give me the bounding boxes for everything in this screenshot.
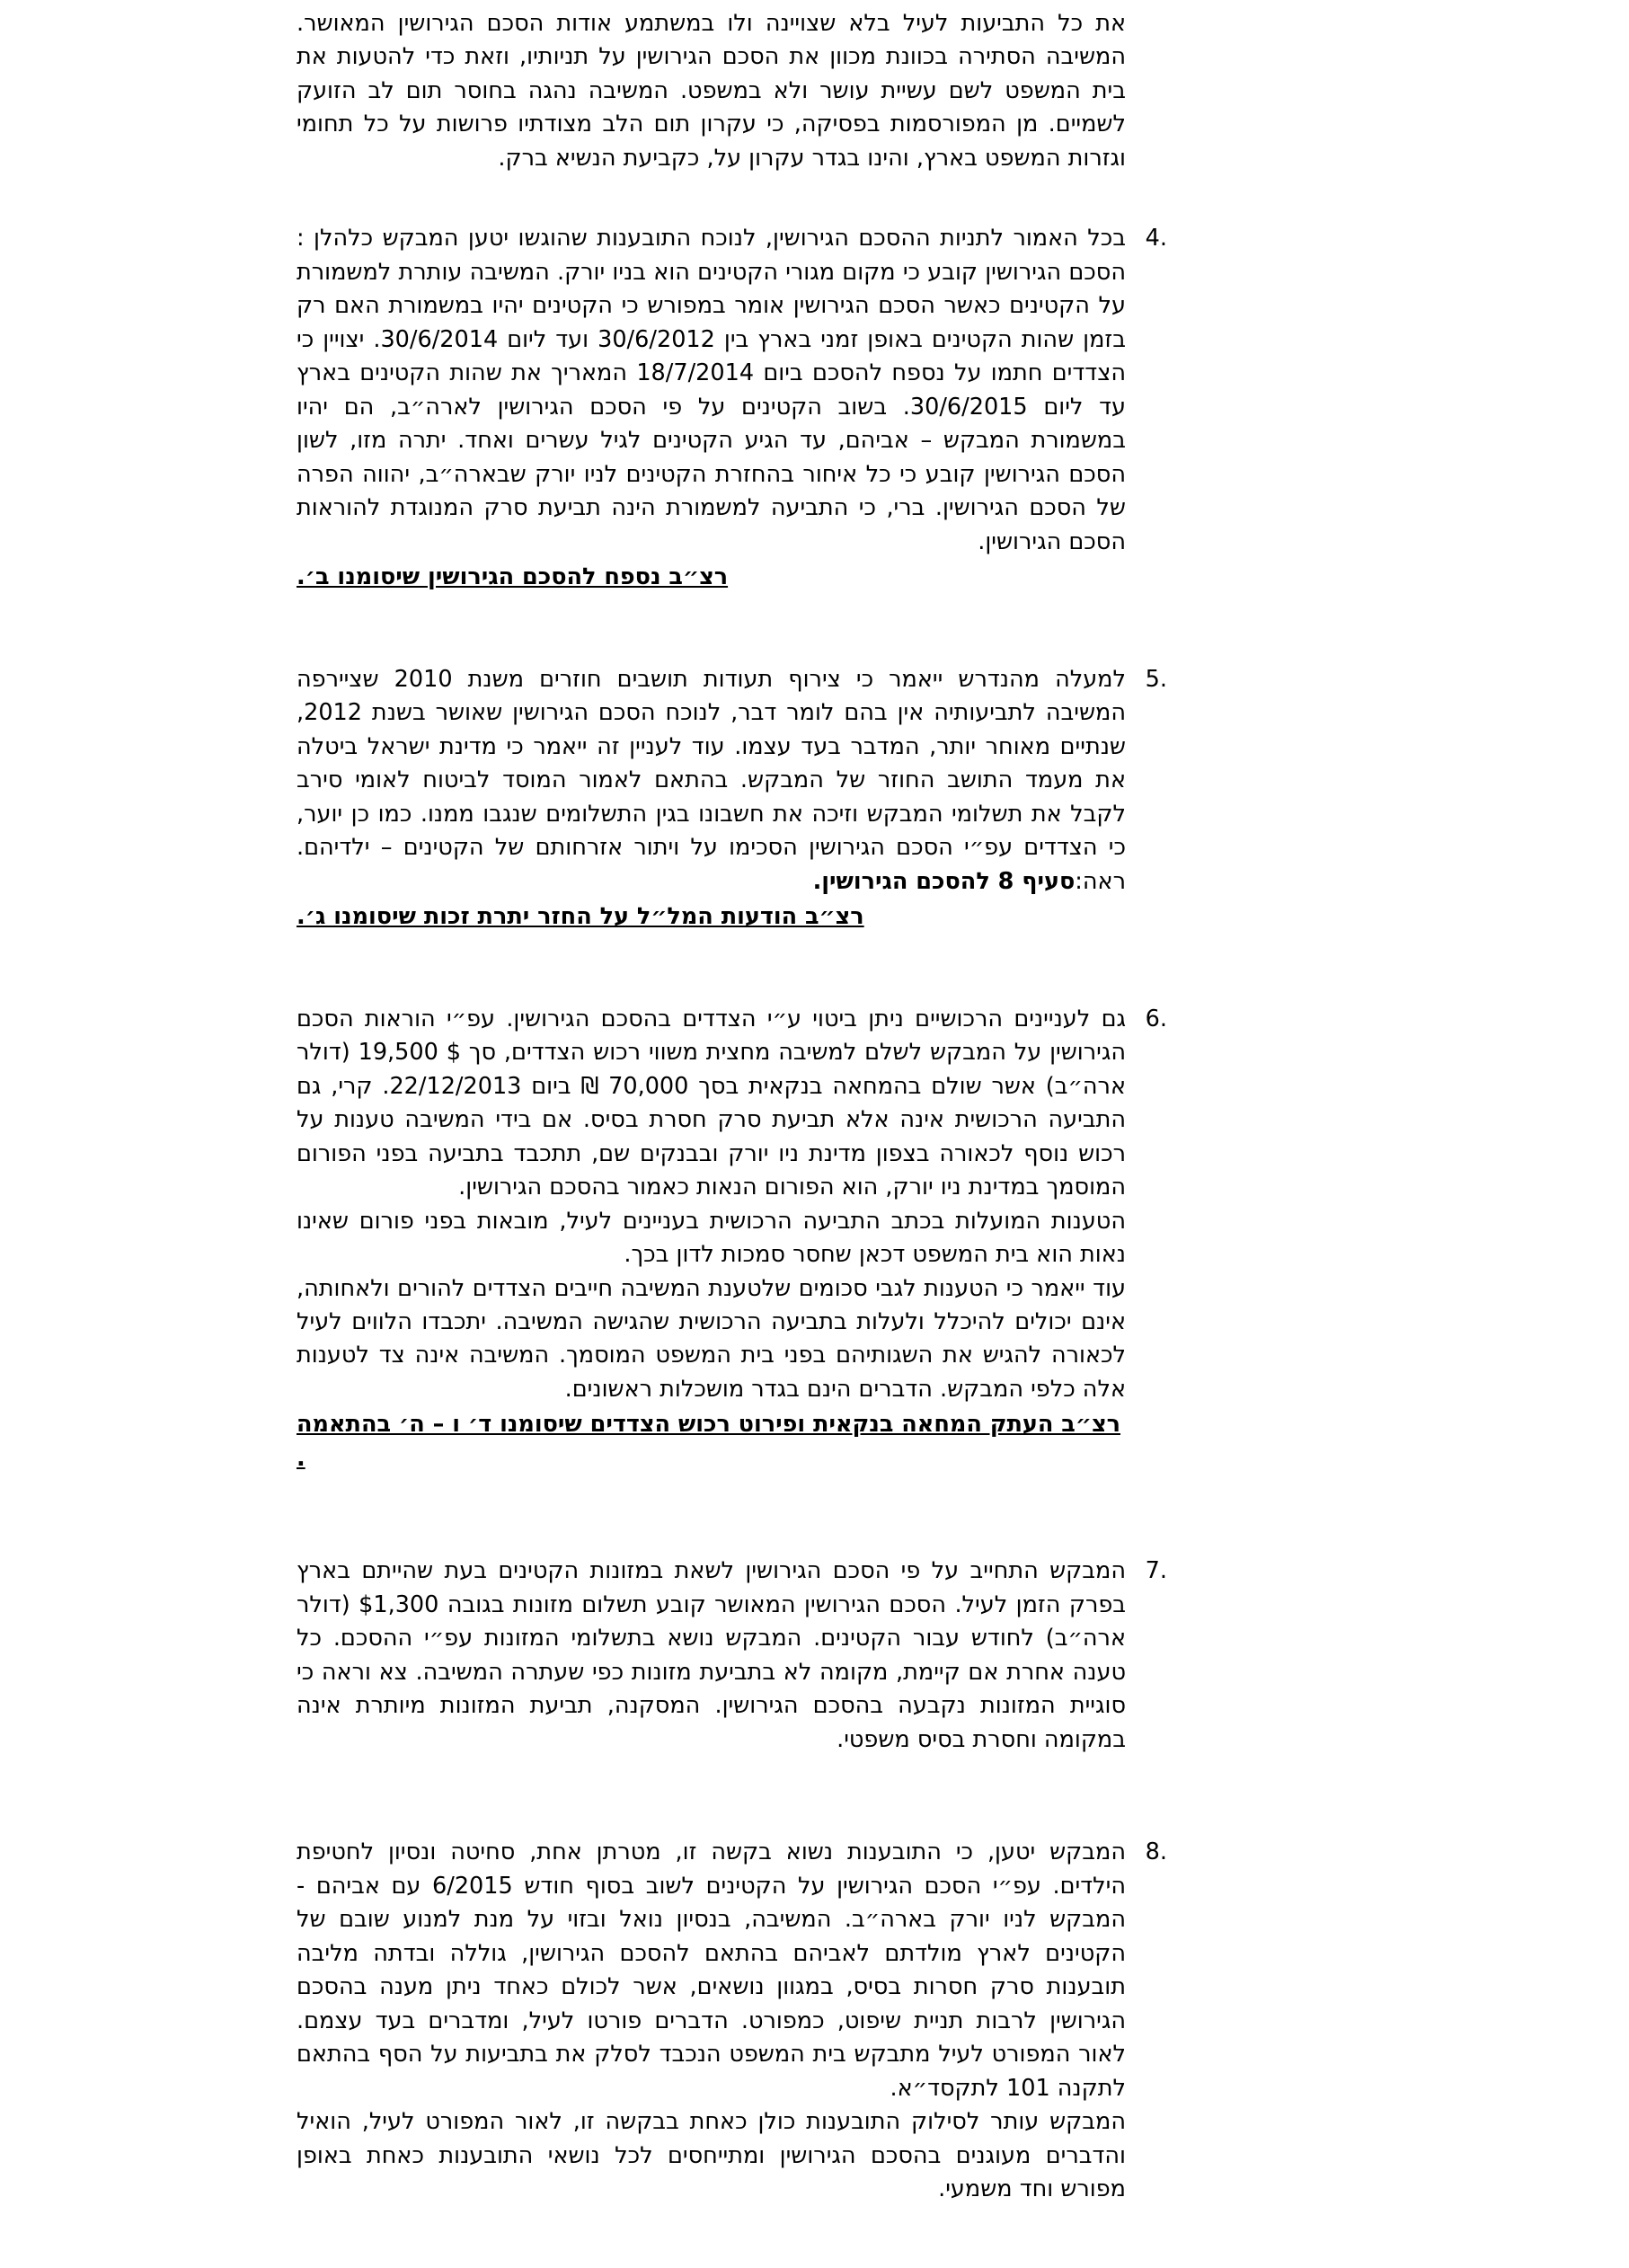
exhibit-note-text: רצ״ב העתק המחאה בנקאית ופירוט רכוש הצדדים שיסומנו ד׳ ו – ה׳ בהתאמה . xyxy=(297,1411,1120,1472)
exhibit-note xyxy=(297,561,1126,594)
paragraph-text xyxy=(297,663,1126,899)
paragraph-intro xyxy=(297,7,1126,175)
paragraph-text: הטענות המועלות בכתב התביעה הרכושית בעניינים לעיל, מובאות בפני פורום שאינו נאות הוא בית המשפט דכאן שחסר סמכות לדון בכך. xyxy=(297,1207,1126,1269)
paragraph-text: המבקש התחייב על פי הסכם הגירושין לשאת במזונות הקטינים בעת שהייתם בארץ בפרק הזמן לעיל. הסכם הגירושין המאושר קובע תשלום מזונות בגובה $1,300 (דולר ארה״ב) לחודש עבור הקטינים. המבקש נושא בתשלומי המזונות עפ״י ההסכם. כל טענה אחרת אם קיימת, מקומה לא בתביעת מזונות כפי שעתרה המשיבה. צא וראה כי סוגיית המזונות נקבעה בהסכם הגירושין. המסקנה, תביעת המזונות מיותרת אינה במקומה וחסרת בסיס משפטי. xyxy=(297,1557,1126,1753)
list-item-number: 8. xyxy=(1145,1838,1167,1866)
list-item-5 xyxy=(297,663,1167,935)
list-item-8 xyxy=(297,1836,1167,2206)
list-item-number: 7. xyxy=(1145,1557,1167,1585)
paragraph-text: גם לעניינים הרכושיים ניתן ביטוי ע״י הצדדים בהסכם הגירושין. עפ״י הוראות הסכם הגירושין על המבקש לשלם למשיבה מחצית משווי רכוש הצדדים, סך $ 19,500 (דולר ארה״ב) אשר שולם בהמחאה בנקאית בסך 70,000 ₪ ביום 22/12/2013. קרי, גם התביעה הרכושית אינה אלא תביעת סרק חסרת בסיס. אם בידי המשיבה טענות על רכוש נוסף לכאורה בצפון מדינת ניו יורק ובבנקים שם, תתכבד בתביעה בפני הפורום המוסמך במדינת ניו יורק, הוא הפורום הנאות כאמור בהסכם הגירושין. xyxy=(297,1005,1126,1201)
list-item-6 xyxy=(297,1003,1167,1476)
inline-reference: סעיף 8 להסכם הגירושין. xyxy=(812,867,1076,895)
exhibit-note xyxy=(297,900,1126,934)
exhibit-note xyxy=(297,1408,1126,1475)
paragraph-text: את כל התביעות לעיל בלא שצויינה ולו במשתמע אודות הסכם הגירושין המאושר. המשיבה הסתירה בכוונת מכוון את הסכם הגירושין על תניותיו, וזאת כדי להטעות את בית המשפט לשם עשיית עושר ולא במשפט. המשיבה נהגה בחוסר תום לב הזועק לשמיים. מן המפורסמות בפסיקה, כי עקרון תום הלב מצודתיו פרושות על כל תחומי וגזרות המשפט בארץ, והינו בגדר עקרון על, כקביעת הנשיא ברק. xyxy=(297,10,1126,172)
paragraph-text: עוד ייאמר כי הטענות לגבי סכומים שלטענת המשיבה חייבים הצדדים להורים ולאחותה, אינם יכולים להיכלל ולעלות בתביעה הרכושית שהגישה המשיבה. יתכבדו הלווים לעיל לכאורה להגיש את השגותיהם בפני בית המשפט המוסמך. המשיבה אינה צד לטענות אלה כלפי המבקש. הדברים הינם בגדר מושכלות ראשונים. xyxy=(297,1274,1126,1403)
paragraph-text: המבקש עותר לסילוק התובענות כולן כאחת בבקשה זו, לאור המפורט לעיל, הואיל והדברים מעוגנים בהסכם הגירושין ומתייחסים לכל נושאי התובענות כאחת באופן מפורש וחד משמעי. xyxy=(297,2108,1126,2203)
list-item-7 xyxy=(297,1555,1167,1757)
list-item-number: 4. xyxy=(1145,225,1167,252)
list-item-number: 6. xyxy=(1145,1005,1167,1032)
exhibit-note-text: רצ״ב הודעות המל״ל על החזר יתרת זכות שיסומנו ג׳. xyxy=(297,903,864,931)
paragraph-body: למעלה מהנדרש ייאמר כי צירוף תעודות תושבים חוזרים משנת 2010 שציירפה המשיבה לתביעותיה אין בהם לומר דבר, לנוכח הסכם הגירושין שאושר בשנת 2012, שנתיים מאוחר יותר, המדבר בעד עצמו. עוד לעניין זה ייאמר כי מדינת ישראל ביטלה את מעמד התושב החוזר של המבקש. בהתאם לאמור המוסד לביטוח לאומי סירב לקבל את תשלומי המבקש וזיכה את חשבונו בגין התשלומים שנגבו ממנו. כמו כן יוער, כי הצדדים עפ״י הסכם הגירושין הסכימו על ויתור אזרחותם של הקטינים – ילדיהם. ראה: xyxy=(297,665,1126,895)
paragraph-text: בכל האמור לתניות ההסכם הגירושין, לנוכח התובענות שהוגשו יטען המבקש כלהלן : הסכם הגירושין קובע כי מקום מגורי הקטינים הוא בניו יורק. המשיבה עותרת למשמורת על הקטינים כאשר הסכם הגירושין אומר במפורש כי הקטינים יהיו במשמורת האם רק בזמן שהות הקטינים באופן זמני בארץ בין 30/6/2012 ועד ליום 30/6/2014. יצויין כי הצדדים חתמו על נספח להסכם ביום 18/7/2014 המאריך את שהות הקטינים בארץ עד ליום 30/6/2015. בשוב הקטינים על פי הסכם הגירושין לארה״ב, הם יהיו במשמורת המבקש – אביהם, עד הגיע הקטינים לגיל עשרים ואחד. יתרה מזו, לשון הסכם הגירושין קובע כי כל איחור בהחזרת הקטינים לניו יורק שבארה״ב, יהווה הפרה של הסכם הגירושין. ברי, כי התביעה למשמורת הינה תביעת סרק המנוגדת להוראות הסכם הגירושין. xyxy=(297,225,1126,555)
list-item-number: 5. xyxy=(1145,665,1167,693)
list-item-4 xyxy=(297,222,1167,594)
paragraph-text: המבקש יטען, כי התובענות נשוא בקשה זו, מטרתן אחת, סחיטה ונסיון לחטיפת הילדים. עפ״י הסכם הגירושין על הקטינים לשוב בסוף חודש 6/2015 עם אביהם - המבקש לניו יורק בארה״ב. המשיבה, בנסיון נואל ובזוי על מנת למנוע שובם של הקטינים לארץ מולדתם לאביהם בהתאם להסכם הגירושין, גוללה ובדתה מליבה תובענות סרק חסרות בסיס, במגוון נושאים, אשר לכולם כאחד ניתן מענה בהסכם הגירושין לרבות תניית שיפוט, כמפורט. הדברים פורטו לעיל, ומדברים בעד עצמם. לאור המפורט לעיל מתבקש בית המשפט הנכבד לסלק את בתביעות על הסף בהתאם לתקנה 101 לתקסד״א. xyxy=(297,1838,1126,2102)
exhibit-note-text: רצ״ב נספח להסכם הגירושין שיסומנו ב׳. xyxy=(297,563,729,591)
